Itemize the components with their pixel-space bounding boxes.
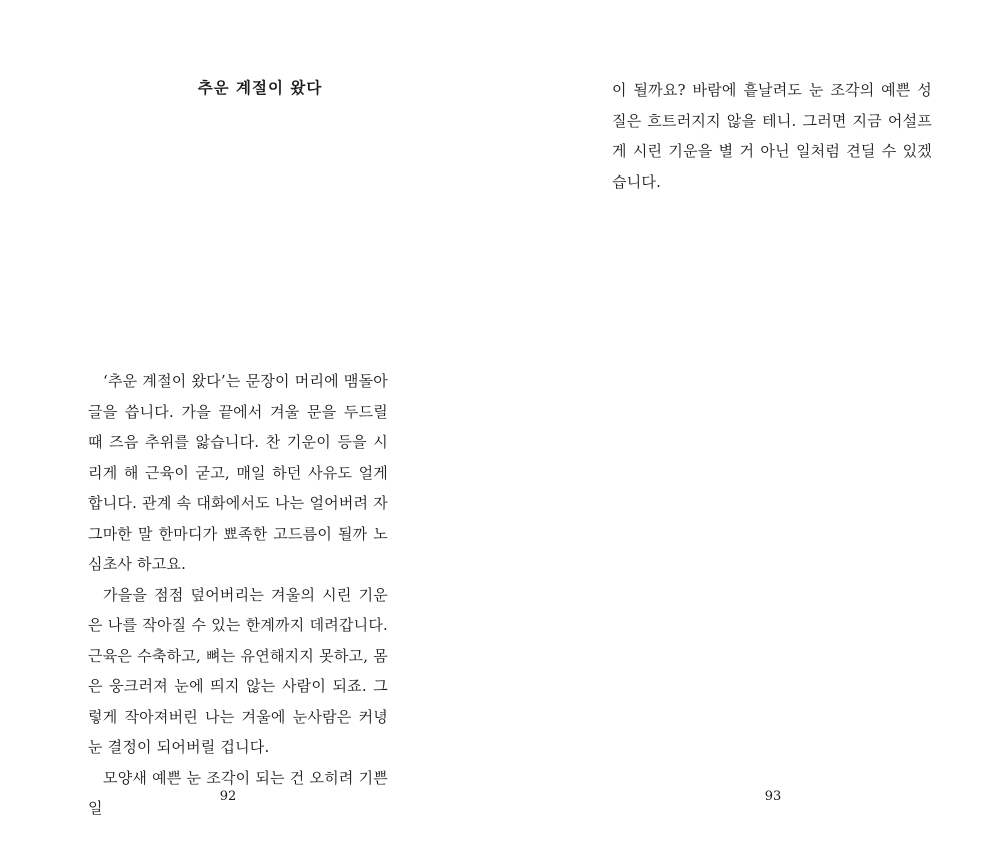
right-page [500,0,1000,854]
left-page-body [88,366,388,824]
chapter-title: 추운 계절이 왔다 [197,79,323,97]
page-number: 92 [219,789,237,804]
paragraph: 가을을 점점 덮어버리는 겨울의 시린 기운은 나를 작아질 수 있는 한계까지 데려갑니다. 근육은 수축하고, 뼈는 유연해지지 못하고, 몸은 웅크러져 눈에 띄지 않는 사람이 되죠. 그렇게 작아져버린 나는 겨울에 눈사람은 커녕 눈 결정이 되어버릴 겁니다. [88,585,388,756]
paragraph: 모양새 예쁜 눈 조각이 되는 건 오히려 기쁜 일 [88,768,388,817]
page-number: 93 [764,789,782,804]
paragraph: 이 될까요? 바람에 흩날려도 눈 조각의 예쁜 성질은 흐트러지지 않을 테니. 그러면 지금 어설프게 시린 기운을 별 거 아닌 일처럼 견딜 수 있겠습니다. [612,81,932,191]
right-page-body [612,75,932,197]
paragraph: ‘추운 계절이 왔다’는 문장이 머리에 맴돌아 글을 씁니다. 가을 끝에서 겨울 문을 두드릴 때 즈음 추위를 앓습니다. 찬 기운이 등을 시리게 해 근육이 굳고, 매일 하던 사유도 얼게 합니다. 관계 속 대화에서도 나는 얼어버려 자그마한 말 한마디가 뾰족한 고드름이 될까 노심초사 하고요. [88,372,388,573]
